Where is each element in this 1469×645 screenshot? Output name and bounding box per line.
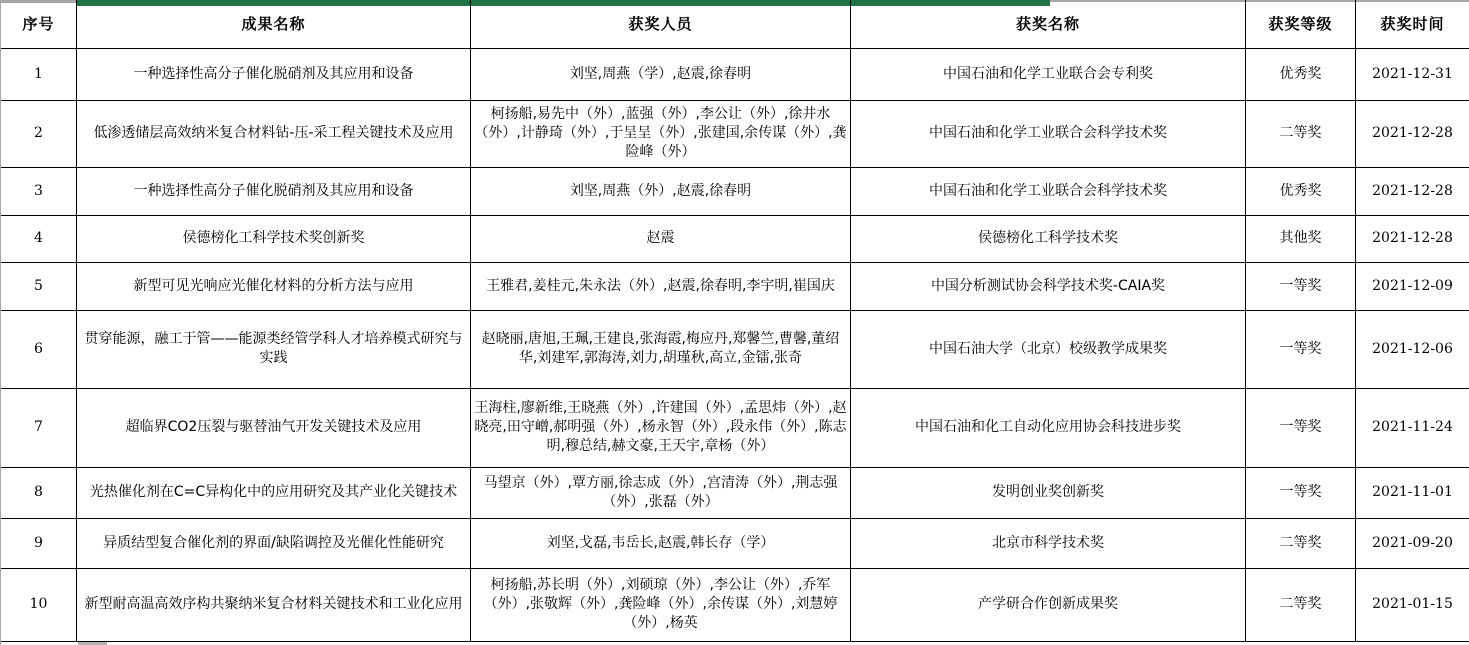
table-row [1,100,1469,167]
column-header-index: 序号 [1,0,77,48]
table-row [1,388,1469,467]
cell-award-name: 中国石油和化学工业联合会专利奖 [851,48,1246,100]
cell-award-grade: 其他奖 [1246,215,1356,262]
cell-award-date: 2021-12-28 [1356,215,1469,262]
table-row [1,48,1469,100]
column-header-award-grade: 获奖等级 [1246,0,1356,48]
cell-award-grade: 优秀奖 [1246,167,1356,215]
cell-awardees: 赵震 [471,215,851,262]
cell-achievement-name: 新型可见光响应光催化材料的分析方法与应用 [77,262,471,310]
cell-award-date: 2021-11-01 [1356,467,1469,518]
cell-index: 8 [1,467,77,518]
cell-awardees: 柯扬船,易先中（外）,蓝强（外）,李公让（外）,徐井水（外）,计静琦（外）,于呈呈（外）,张建国,余传谋（外）,龚险峰（外） [471,100,851,167]
cell-achievement-name: 超临界CO2压裂与驱替油气开发关键技术及应用 [77,388,471,467]
cell-award-name: 侯德榜化工科学技术奖 [851,215,1246,262]
cell-achievement-name: 异质结型复合催化剂的界面/缺陷调控及光催化性能研究 [77,518,471,568]
cell-award-name: 发明创业奖创新奖 [851,467,1246,518]
cell-awardees: 马望京（外）,覃方丽,徐志成（外）,宫清涛（外）,荆志强（外）,张磊（外） [471,467,851,518]
table-row [1,262,1469,310]
cell-award-date: 2021-11-24 [1356,388,1469,467]
cell-index: 9 [1,518,77,568]
cell-award-grade: 一等奖 [1246,388,1356,467]
cell-awardees: 刘坚,周燕（学）,赵震,徐春明 [471,48,851,100]
cell-index: 1 [1,48,77,100]
cell-awardees: 王海柱,廖新维,王晓燕（外）,许建国（外）,孟思炜（外）,赵晓亮,田守嶒,郝明强（外）,杨永智（外）,段永伟（外）,陈志明,穆总结,赫文豪,王天宇,章杨（外） [471,388,851,467]
cell-index: 3 [1,167,77,215]
cell-award-grade: 二等奖 [1246,100,1356,167]
table-row [1,467,1469,518]
cell-index: 2 [1,100,77,167]
cell-award-date: 2021-12-28 [1356,167,1469,215]
cell-awardees: 刘坚,戈磊,韦岳长,赵震,韩长存（学） [471,518,851,568]
cell-award-grade: 二等奖 [1246,568,1356,641]
cell-achievement-name: 一种选择性高分子催化脱硝剂及其应用和设备 [77,48,471,100]
cell-achievement-name: 侯德榜化工科学技术奖创新奖 [77,215,471,262]
cell-award-name: 中国石油和化工自动化应用协会科技进步奖 [851,388,1246,467]
cell-index: 5 [1,262,77,310]
cell-award-name: 中国分析测试协会科学技术奖-CAIA奖 [851,262,1246,310]
cell-index: 4 [1,215,77,262]
table-row [1,518,1469,568]
cell-award-grade: 一等奖 [1246,467,1356,518]
table-row [1,215,1469,262]
cell-award-date: 2021-01-15 [1356,568,1469,641]
cell-awardees: 刘坚,周燕（外）,赵震,徐春明 [471,167,851,215]
cell-award-name: 中国石油和化学工业联合会科学技术奖 [851,100,1246,167]
cell-award-date: 2021-12-09 [1356,262,1469,310]
left-edge-line [0,0,1,645]
cell-achievement-name: 低渗透储层高效纳米复合材料钻-压-采工程关键技术及应用 [77,100,471,167]
table-body [1,48,1469,641]
cell-award-grade: 一等奖 [1246,310,1356,388]
column-header-award-name: 获奖名称 [851,0,1246,48]
cell-award-name: 中国石油和化学工业联合会科学技术奖 [851,167,1246,215]
header-row [1,0,1469,48]
cell-award-grade: 一等奖 [1246,262,1356,310]
column-header-award-date: 获奖时间 [1356,0,1469,48]
column-header-awardees: 获奖人员 [471,0,851,48]
cell-award-name: 中国石油大学（北京）校级教学成果奖 [851,310,1246,388]
cell-awardees: 柯扬船,苏长明（外）,刘硕琼（外）,李公让（外）,乔军（外）,张敬辉（外）,龚险峰（外）,余传谋（外）,刘慧婷（外）,杨英 [471,568,851,641]
cell-awardees: 王雅君,姜桂元,朱永法（外）,赵震,徐春明,李宇明,崔国庆 [471,262,851,310]
cell-award-name: 产学研合作创新成果奖 [851,568,1246,641]
cell-achievement-name: 贯穿能源，融工于管——能源类经管学科人才培养模式研究与实践 [77,310,471,388]
cell-achievement-name: 新型耐高温高效序构共聚纳米复合材料关键技术和工业化应用 [77,568,471,641]
cell-award-date: 2021-09-20 [1356,518,1469,568]
cell-award-date: 2021-12-31 [1356,48,1469,100]
cell-index: 6 [1,310,77,388]
cell-award-name: 北京市科学技术奖 [851,518,1246,568]
cell-awardees: 赵晓丽,唐旭,王珮,王建良,张海霞,梅应丹,郑馨竺,曹馨,董绍华,刘建军,郭海涛,刘力,胡瑾秋,高立,金镭,张奇 [471,310,851,388]
cell-award-grade: 优秀奖 [1246,48,1356,100]
cell-achievement-name: 光热催化剂在C=C异构化中的应用研究及其产业化关键技术 [77,467,471,518]
table-row [1,310,1469,388]
cell-award-date: 2021-12-06 [1356,310,1469,388]
cell-achievement-name: 一种选择性高分子催化脱硝剂及其应用和设备 [77,167,471,215]
cell-award-grade: 二等奖 [1246,518,1356,568]
table-row [1,167,1469,215]
cell-index: 10 [1,568,77,641]
table-row [1,568,1469,641]
cell-award-date: 2021-12-28 [1356,100,1469,167]
cell-index: 7 [1,388,77,467]
column-header-achievement-name: 成果名称 [77,0,471,48]
